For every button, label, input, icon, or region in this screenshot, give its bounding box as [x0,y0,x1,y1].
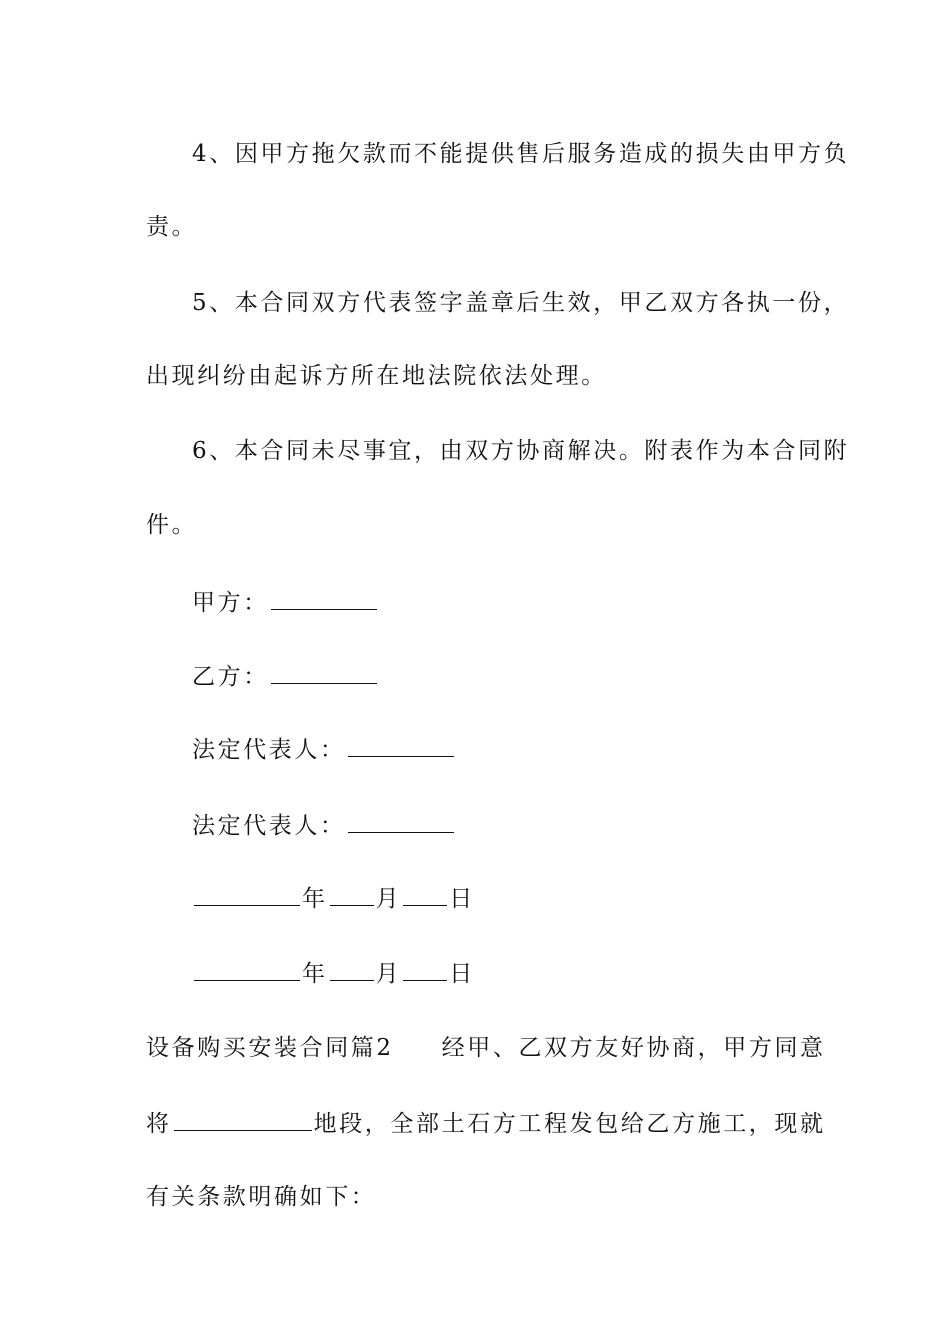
section-2-intro: 经甲、乙双方友好协商，甲方同意 [441,1035,826,1061]
rep-b-blank [348,810,454,833]
party-a-blank [271,587,377,610]
month-blank [330,883,374,906]
year-blank [194,958,300,981]
party-a-label: 甲方： [192,590,269,616]
year-label: 年 [302,886,328,912]
rep-a-blank [348,734,454,757]
year-blank [194,883,300,906]
site-blank [174,1108,312,1131]
month-label: 月 [375,886,402,912]
rep-a-signature-row [192,734,456,765]
section-2-line-3: 有关条款明确如下： [146,1184,377,1210]
day-blank [403,883,447,906]
line-2-suffix: 地段，全部土石方工程发包给乙方施工，现就 [313,1111,826,1137]
day-label: 日 [449,961,475,987]
line-2-prefix: 将 [146,1111,172,1137]
rep-b-signature-row [192,810,456,841]
date-row-b [192,958,475,989]
party-a-signature-row [192,587,379,618]
section-2-heading: 设备购买安装合同篇2 [146,1035,394,1061]
month-label: 月 [375,961,402,987]
clause-4-line-1: 4、因甲方拖欠款而不能提供售后服务造成的损失由甲方负 [192,141,850,167]
clause-5-line-2: 出现纠纷由起诉方所在地法院依法处理。 [146,363,607,389]
clause-6-line-2: 件。 [146,512,198,538]
month-blank [330,958,374,981]
year-label: 年 [302,961,328,987]
clause-6-line-1: 6、本合同未尽事宜，由双方协商解决。附表作为本合同附 [192,438,850,464]
section-2-line-2 [146,1108,826,1139]
party-b-blank [271,661,377,684]
date-row-a [192,883,475,914]
rep-b-label: 法定代表人： [192,813,346,839]
party-b-label: 乙方： [192,664,269,690]
clause-4-line-2: 责。 [146,214,198,240]
clause-5-line-1: 5、本合同双方代表签字盖章后生效，甲乙双方各执一份， [192,290,850,316]
rep-a-label: 法定代表人： [192,737,346,763]
section-2-line-1 [146,1033,826,1063]
day-blank [403,958,447,981]
party-b-signature-row [192,661,379,692]
day-label: 日 [449,886,475,912]
